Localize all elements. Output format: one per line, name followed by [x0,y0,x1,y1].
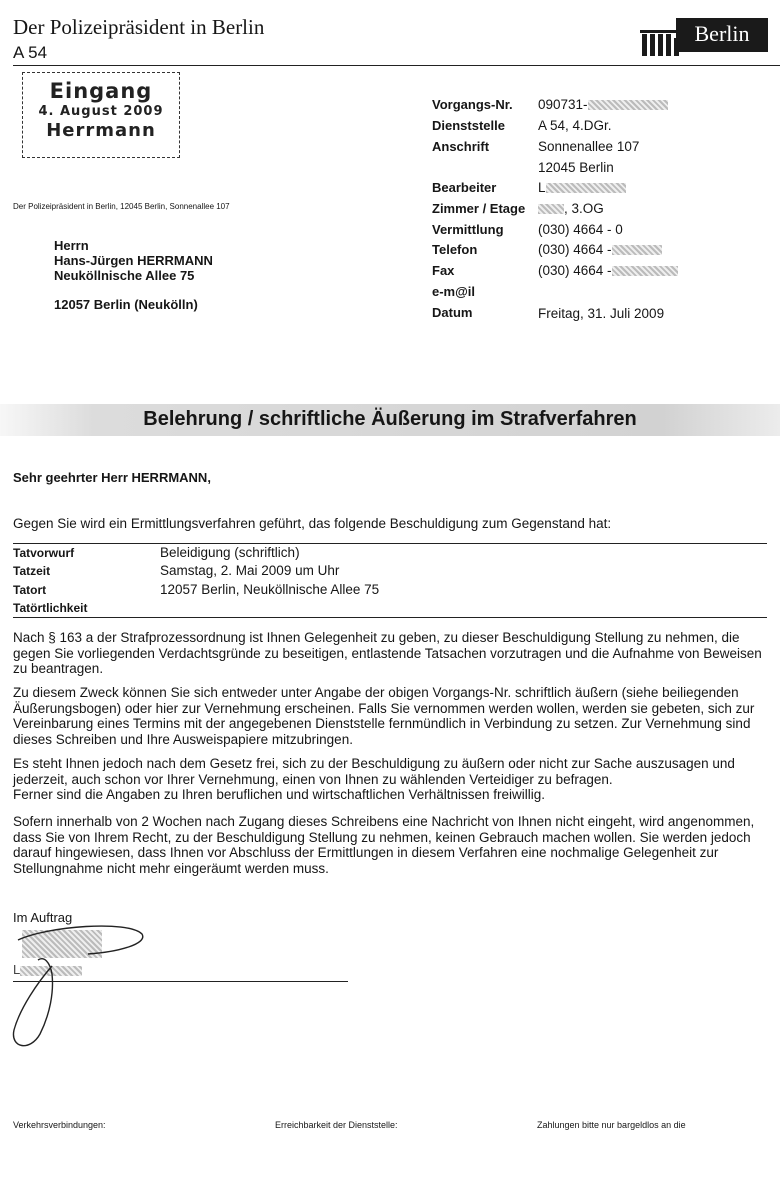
footer-payments: Zahlungen bitte nur bargeldlos an die [537,1120,686,1130]
redacted-area [612,245,662,255]
berlin-logo [640,18,768,60]
info-label: Zimmer / Etage [432,201,526,216]
recipient-salutation: Herrn [54,238,89,253]
charge-value: Samstag, 2. Mai 2009 um Uhr [160,563,340,578]
info-value: 090731- [538,97,668,112]
paragraph-line: dass Sie von Ihrem Recht, zu der Beschuldigung Stellung zu nehmen, keinen Gebrauch machen wollen. Sie werden jedoch [13,829,751,845]
info-label: Anschrift [432,139,490,154]
charge-label: Tatort [13,583,47,597]
redacted-area [612,266,678,276]
paragraph [13,630,767,677]
recipient-city: 12057 Berlin (Neukölln) [54,297,198,312]
authority-name: Der Polizeipräsident in Berlin [13,15,265,39]
charge-label: Tatzeit [13,564,51,578]
info-value: L [538,180,626,195]
paragraph-line: dieses Schreiben und Ihre Ausweispapiere mitzubringen. [13,731,353,747]
stamp-name: Herrmann [46,120,156,141]
charge-value: 12057 Berlin, Neuköllnische Allee 75 [160,582,380,597]
info-label: Datum [432,305,473,320]
paragraph-line: darauf hingewiesen, dass Ihnen vor Abschluss der Ermittlungen in diesem Verfahren eine nochmalige Gelegenheit zur [13,845,719,860]
header-divider [13,65,780,66]
logo-wordmark: Berlin [676,18,768,52]
info-value: 12045 Berlin [538,160,614,175]
footer-reachability: Erreichbarkeit der Dienststelle: [275,1120,398,1130]
table-top-rule [13,543,767,544]
paragraph-line: jederzeit, auch schon vor Ihrer Vernehmung, einen von Ihnen zu wählenden Verteidiger zu befragen. [13,771,613,787]
stamp-title: Eingang [49,79,153,103]
table-bottom-rule [13,617,767,618]
redacted-area [588,100,668,110]
paragraph-line: Sofern innerhalb von 2 Wochen nach Zugang dieses Schreibens eine Nachricht von Ihnen nicht eingeht, wird angenommen, [13,814,755,829]
received-stamp [22,72,180,158]
signer-name: L [13,962,82,977]
paragraph [13,685,767,747]
paragraph [13,814,767,876]
charge-value: Beleidigung (schriftlich) [160,545,300,560]
info-label: Dienststelle [432,118,505,133]
info-value: Freitag, 31. Juli 2009 [538,306,665,321]
info-value: , 3.OG [538,201,604,216]
paragraph [13,756,767,803]
info-label: Bearbeiter [432,180,497,195]
redacted-area [546,183,626,193]
paragraph-line: Es steht Ihnen jedoch nach dem Gesetz frei, sich zu der Beschuldigung zu äußern oder nicht zur Sache auszusagen und [13,756,735,771]
signature-scribble [8,918,158,1058]
info-label: Telefon [432,242,478,257]
info-value: (030) 4664 - 0 [538,222,623,237]
paragraph-line: Äußerungsbogen) oder hier zur Vernehmung erscheinen. Falls Sie vernommen werden wollen, werden sie gebeten, sich zur [13,700,755,716]
document-title: Belehrung / schriftliche Äußerung im Strafverfahren [143,408,637,430]
info-label: Vermittlung [432,222,504,237]
charge-label: Tatörtlichkeit [13,601,88,615]
info-label: Vorgangs-Nr. [432,97,513,112]
paragraph-line: Ferner sind die Angaben zu Ihren beruflichen und wirtschaftlichen Verhältnissen freiwillig. [13,787,546,802]
im-auftrag: Im Auftrag [13,910,73,925]
info-label: Fax [432,263,455,278]
info-value: A 54, 4.DGr. [538,118,612,133]
recipient-name: Hans-Jürgen HERRMANN [54,253,213,268]
stamp-date: 4. August 2009 [38,104,164,119]
intro-text: Gegen Sie wird ein Ermittlungsverfahren geführt, das folgende Beschuldigung zum Gegenstand hat: [13,516,612,531]
paragraph-line: Zu diesem Zweck können Sie sich entweder unter Angabe der obigen Vorgangs-Nr. schriftlich äußern (siehe beiliegenden [13,685,739,700]
signature-rule [13,981,348,982]
redacted-area [538,204,564,214]
salutation: Sehr geehrter Herr HERRMANN, [13,470,211,485]
footer-traffic: Verkehrsverbindungen: [13,1120,106,1130]
charge-label: Tatvorwurf [13,546,75,560]
paragraph-line: zu beantragen. [13,661,104,676]
info-value: Sonnenallee 107 [538,139,640,154]
paragraph-line: gegen Sie vorliegenden Verdachtsgründe zu beseitigen, entlastende Tatsachen vorzutragen und die Aufnahme von Beweisen [13,645,762,661]
info-label: e-m@il [432,284,476,299]
info-value: (030) 4664 - [538,242,662,257]
recipient-street: Neuköllnische Allee 75 [54,268,195,283]
paragraph-line: Vereinbarung eines Termins mit der angegebenen Dienststelle fernmündlich in Verbindung zu setzen. Zur Vernehmung sind [13,716,751,731]
paragraph-line: Stellungnahme nicht mehr eingeräumt werden muss. [13,860,329,876]
paragraph-line: Nach § 163 a der Strafprozessordnung ist Ihnen Gelegenheit zu geben, zu dieser Beschuldigung Stellung zu nehmen, die [13,630,740,645]
info-value: (030) 4664 - [538,263,678,278]
return-address: Der Polizeipräsident in Berlin, 12045 Berlin, Sonnenallee 107 [13,202,230,211]
unit-code: A 54 [13,43,48,62]
